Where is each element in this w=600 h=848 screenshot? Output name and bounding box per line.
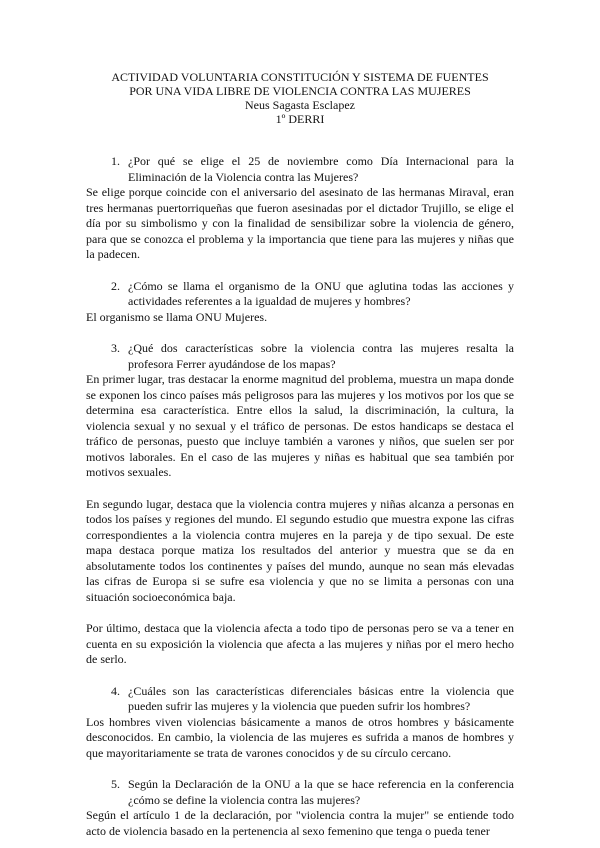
answer-paragraph: En segundo lugar, destaca que la violencia contra mujeres y niñas alcanza a personas en todos los países y regiones del mundo. El segundo estudio que muestra expone las cifras correspondientes a la violencia contra mujeres en la pareja y de tipo sexual. De este mapa destaca porque matiza los resultados del anterior y muestra que se da en absolutamente todos los continentes y países del mundo, aunque no sean más elevadas las cifras de Europa si se sufre esa violencia y que no se limita a personas con una situación socioeconómica baja. xyxy=(86,496,514,604)
answer-paragraph: El organismo se llama ONU Mujeres. xyxy=(86,309,268,324)
answer-paragraph: Por último, destaca que la violencia afecta a todo tipo de personas pero se va a tener en cuenta en su exposición la violencia que afecta a las mujeres y niñas por el mero hecho de serlo. xyxy=(86,621,514,666)
answer-paragraph: Los hombres viven violencias básicamente a manos de otros hombres y básicamente desconocidos. En cambio, la violencia de las mujeres es sufrida a manos de hombres y que mayoritariamente se trata de varones conocidos y de su círculo cercano. xyxy=(86,714,514,760)
question-text: ¿Cuáles son las características diferenciales básicas entre la violencia que pueden sufrir las mujeres y la violencia que pueden sufrir los hombres? xyxy=(128,683,514,713)
author-name: Neus Sagasta Esclapez xyxy=(245,98,355,112)
answer-paragraph: Según el artículo 1 de la declaración, por "violencia contra la mujer" se entiende todo acto de violencia basado en la pertenencia al sexo femenino que tenga o pueda tener xyxy=(86,808,514,838)
question-number: 1. xyxy=(111,154,120,168)
document-header xyxy=(0,70,600,126)
title-line-2: POR UNA VIDA LIBRE DE VIOLENCIA CONTRA LAS MUJERES xyxy=(129,84,471,98)
question-number: 2. xyxy=(111,278,120,293)
answer-paragraph: Se elige porque coincide con el aniversario del asesinato de las hermanas Miraval, eran tres hermanas puertorriqueñas que fueron asesinadas por el dictador Trujillo, se elige el día por su simbolismo y con la finalidad de sensibilizar sobre la violencia de género, para que se conozca el problema y la importancia que tiene para las mujeres y niñas que la padecen. xyxy=(86,185,514,261)
question-3 xyxy=(86,341,514,372)
question-2 xyxy=(86,279,514,310)
question-number: 3. xyxy=(111,341,120,355)
question-text: ¿Qué dos características sobre la violencia contra las mujeres resalta la profesora Ferrer ayudándose de los mapas? xyxy=(128,341,514,371)
title-line-1: ACTIVIDAD VOLUNTARIA CONSTITUCIÓN Y SISTEMA DE FUENTES xyxy=(111,70,489,84)
question-4 xyxy=(86,684,514,715)
question-number: 5. xyxy=(111,777,120,791)
question-text: Según la Declaración de la ONU a la que se hace referencia en la conferencia ¿cómo se define la violencia contra las mujeres? xyxy=(128,777,514,807)
answer-paragraph: En primer lugar, tras destacar la enorme magnitud del problema, muestra un mapa donde se exponen los cinco países más peligrosos para las mujeres y los motivos por los que se determina esa característica. Entre ellos la salud, la discriminación, la cultura, la violencia sexual y no sexual y el tráfico de personas. De estos handicaps se destaca el tráfico de personas, puesto que incluye también a varones y niños, que suelen ser por motivos laborales. En el caso de las mujeres y niñas es habitual que sea también por motivos sexuales. xyxy=(86,372,514,479)
question-number: 4. xyxy=(111,683,120,698)
question-1 xyxy=(86,154,514,185)
group-label: 1º DERRI xyxy=(275,112,325,126)
question-text: ¿Por qué se elige el 25 de noviembre como Día Internacional para la Eliminación de la Violencia contra las Mujeres? xyxy=(128,154,514,184)
document-body xyxy=(86,154,514,839)
question-5 xyxy=(86,777,514,808)
question-text: ¿Cómo se llama el organismo de la ONU que aglutina todas las acciones y actividades referentes a la igualdad de mujeres y hombres? xyxy=(128,278,514,308)
